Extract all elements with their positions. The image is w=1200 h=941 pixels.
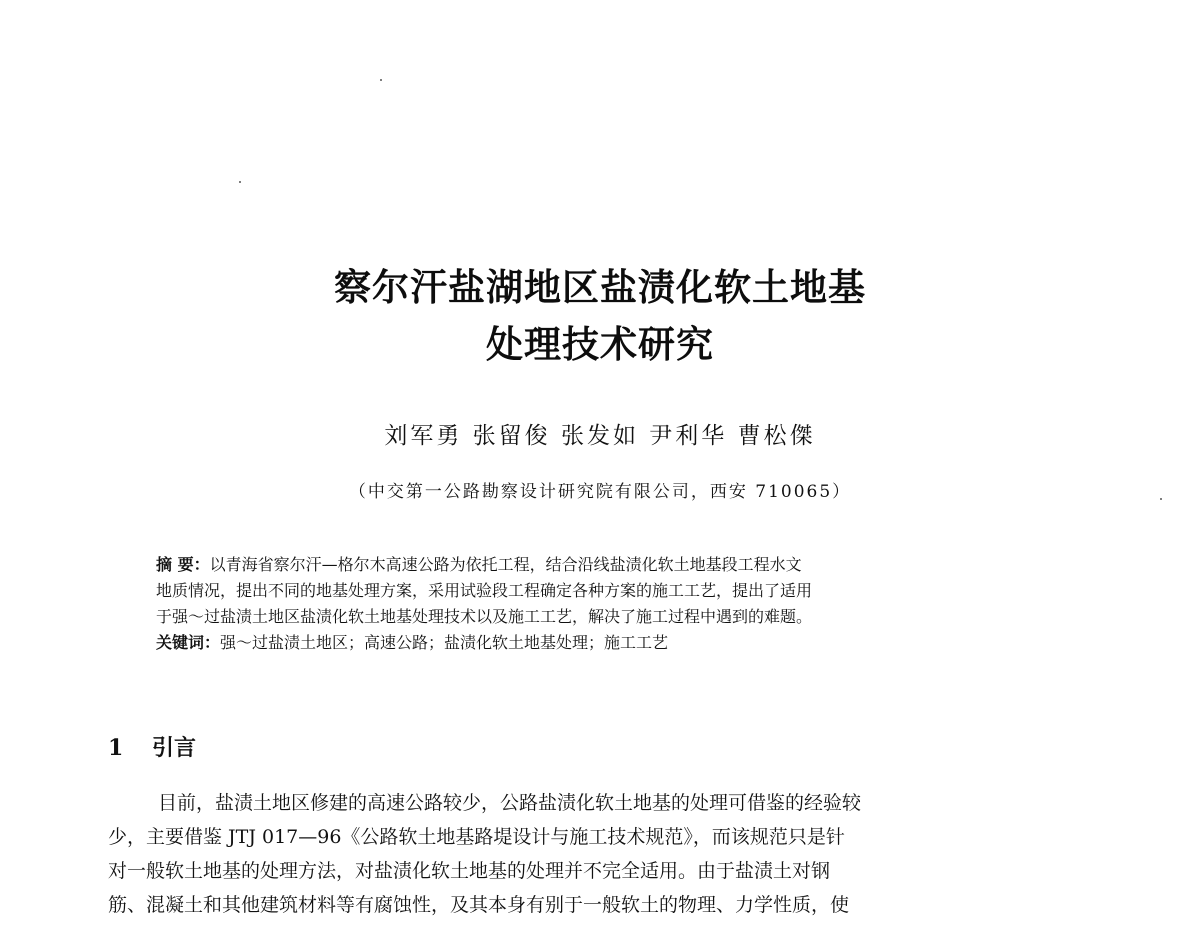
- section-number: 1: [108, 735, 124, 761]
- paper-title-line-1: 察尔汗盐湖地区盐渍化软土地基: [334, 266, 866, 309]
- scan-speck: [380, 79, 382, 81]
- abstract-block: [156, 552, 1046, 656]
- body-line: 对一般软土地基的处理方法，对盐渍化软土地基的处理并不完全适用。由于盐渍土对钢: [108, 860, 831, 882]
- scan-speck: [239, 181, 241, 183]
- affiliation: （中交第一公路勘察设计研究院有限公司，西安 710065）: [348, 482, 852, 502]
- keywords-label: 关键词：: [156, 633, 221, 652]
- abstract-line: 地质情况，提出不同的地基处理方案，采用试验段工程确定各种方案的施工工艺，提出了适用: [156, 581, 813, 600]
- abstract-text: 以青海省察尔汗—格尔木高速公路为依托工程，结合沿线盐渍化软土地基段工程水文: [209, 555, 802, 574]
- abstract-line: [156, 552, 1046, 578]
- keywords-line: [156, 630, 1046, 656]
- body-paragraph: [108, 786, 1088, 922]
- section-title: 引言: [152, 735, 197, 761]
- abstract-label: 摘 要：: [156, 555, 210, 574]
- keywords-text: 强～过盐渍土地区；高速公路；盐渍化软土地基处理；施工工艺: [220, 633, 669, 652]
- body-line: 少，主要借鉴 JTJ 017—96《公路软土地基路堤设计与施工技术规范》，而该规范只是针: [108, 826, 845, 848]
- body-line: 筋、混凝土和其他建筑材料等有腐蚀性，及其本身有别于一般软土的物理、力学性质，使: [108, 894, 850, 916]
- paper-title-line-2: 处理技术研究: [486, 323, 714, 366]
- body-line: 目前，盐渍土地区修建的高速公路较少，公路盐渍化软土地基的处理可借鉴的经验较: [158, 792, 862, 814]
- author-list: 刘军勇 张留俊 张发如 尹利华 曹松傑: [384, 423, 816, 449]
- section-heading: [108, 732, 196, 764]
- abstract-line: 于强～过盐渍土地区盐渍化软土地基处理技术以及施工工艺，解决了施工过程中遇到的难题。: [156, 607, 813, 626]
